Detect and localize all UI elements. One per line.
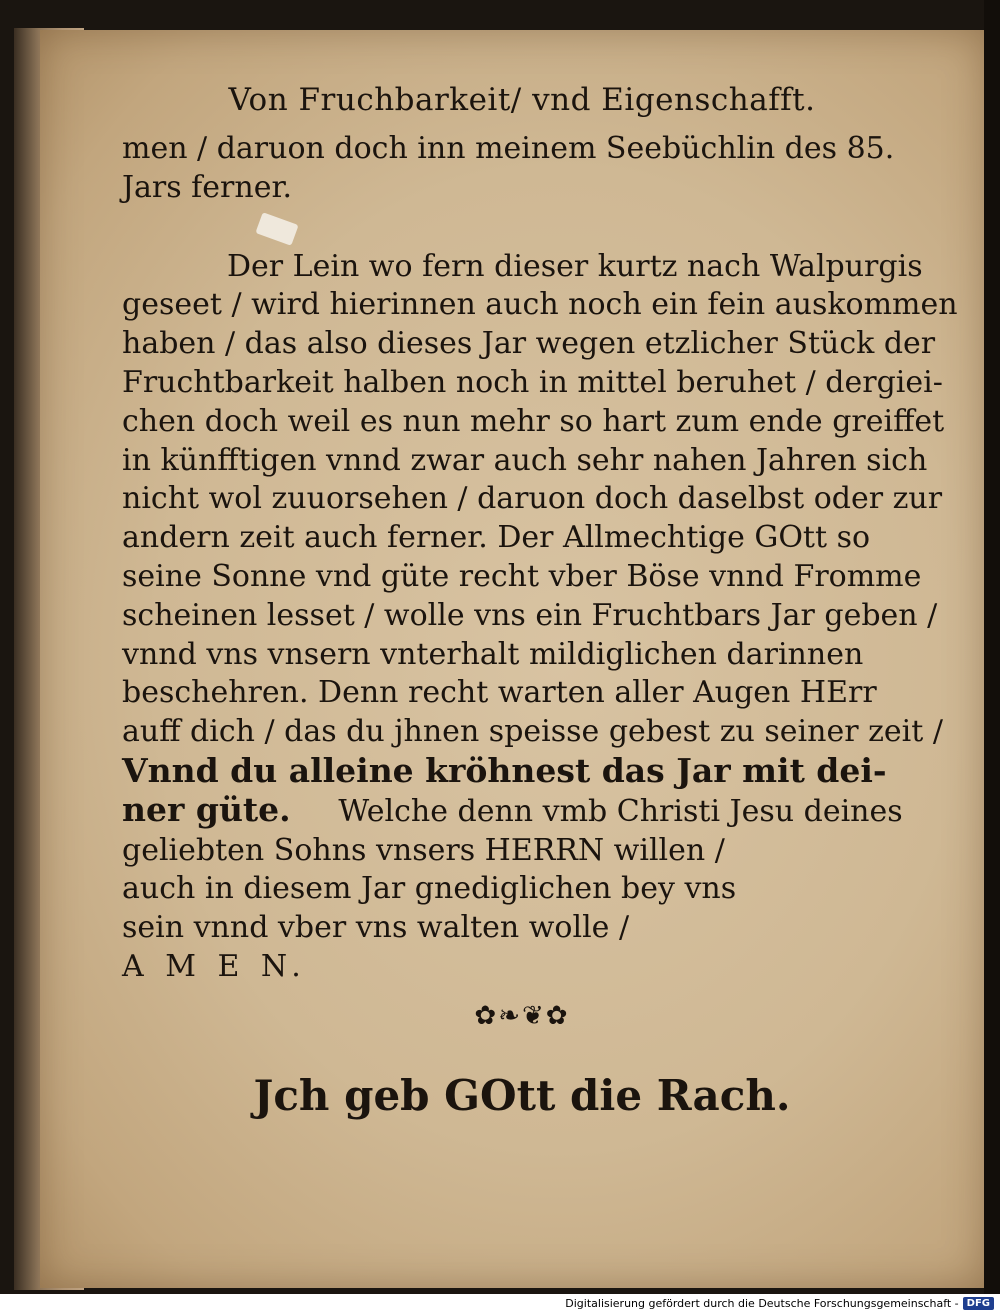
closing-block [122,832,922,987]
bold-text-fragment: ner güte. [122,789,291,829]
text-line: geseet / wird hierinnen auch noch ein fein auskommen [122,287,958,323]
text-line: haben / das also dieses Jar wegen etzlicher Stück der [122,326,936,362]
digitization-credit [565,1294,994,1312]
text-line: in künfftigen vnnd zwar auch sehr nahen Jahren sich [122,442,928,478]
text-line: andern zeit auch ferner. Der Allmechtige GOtt so [122,520,871,556]
text-line: scheinen lesset / wolle vns ein Fruchtbars Jar geben / [122,597,938,633]
ornament-divider: ✿❧❦✿ [474,1000,570,1031]
text-line: Jars ferner. [122,169,293,205]
text-line: beschehren. Denn recht warten aller Augen HErr [122,675,877,711]
text-line: Fruchtbarkeit halben noch in mittel beruhet / dergiei- [122,364,943,400]
text-line: auff dich / das du jhnen speisse gebest zu seiner zeit / [122,714,943,750]
closing-line: sein vnnd vber vns walten wolle / [122,910,630,946]
scan-right-margin [984,0,1000,1294]
closing-motto: Jch geb GOtt die Rach. [253,1070,791,1120]
dfg-logo: DFG [963,1297,994,1310]
paragraph-2 [122,248,958,832]
paragraph-1 [122,130,922,208]
bold-text-line: Vnnd du alleine kröhnest das Jar mit dei- [122,750,887,790]
credit-text: Digitalisierung gefördert durch die Deutsche Forschungsgemeinschaft - [565,1296,959,1310]
text-line: vnnd vns vnsern vnterhalt mildiglichen darinnen [122,636,864,672]
text-line: Der Lein wo fern dieser kurtz nach Walpurgis [227,248,923,284]
text-line: men / daruon doch inn meinem Seebüchlin des 85. [122,131,895,166]
text-line: nicht wol zuuorsehen / daruon doch daselbst oder zur [122,481,943,517]
text-line: seine Sonne vnd güte recht vber Böse vnnd Fromme [122,558,922,594]
text-fragment: Welche denn vmb Christi Jesu deines [338,793,903,829]
closing-line: geliebten Sohns vnsers HERRN willen / [122,832,725,868]
text-line [122,791,922,832]
closing-line: auch in diesem Jar gnediglichen bey vns [122,871,737,907]
amen-line: A M E N. [122,948,307,984]
running-header: Von Fruchbarkeit/ vnd Eigenschafft. [228,82,816,118]
page-text [122,78,958,1120]
text-line: chen doch weil es nun mehr so hart zum ende greiffet [122,403,945,439]
